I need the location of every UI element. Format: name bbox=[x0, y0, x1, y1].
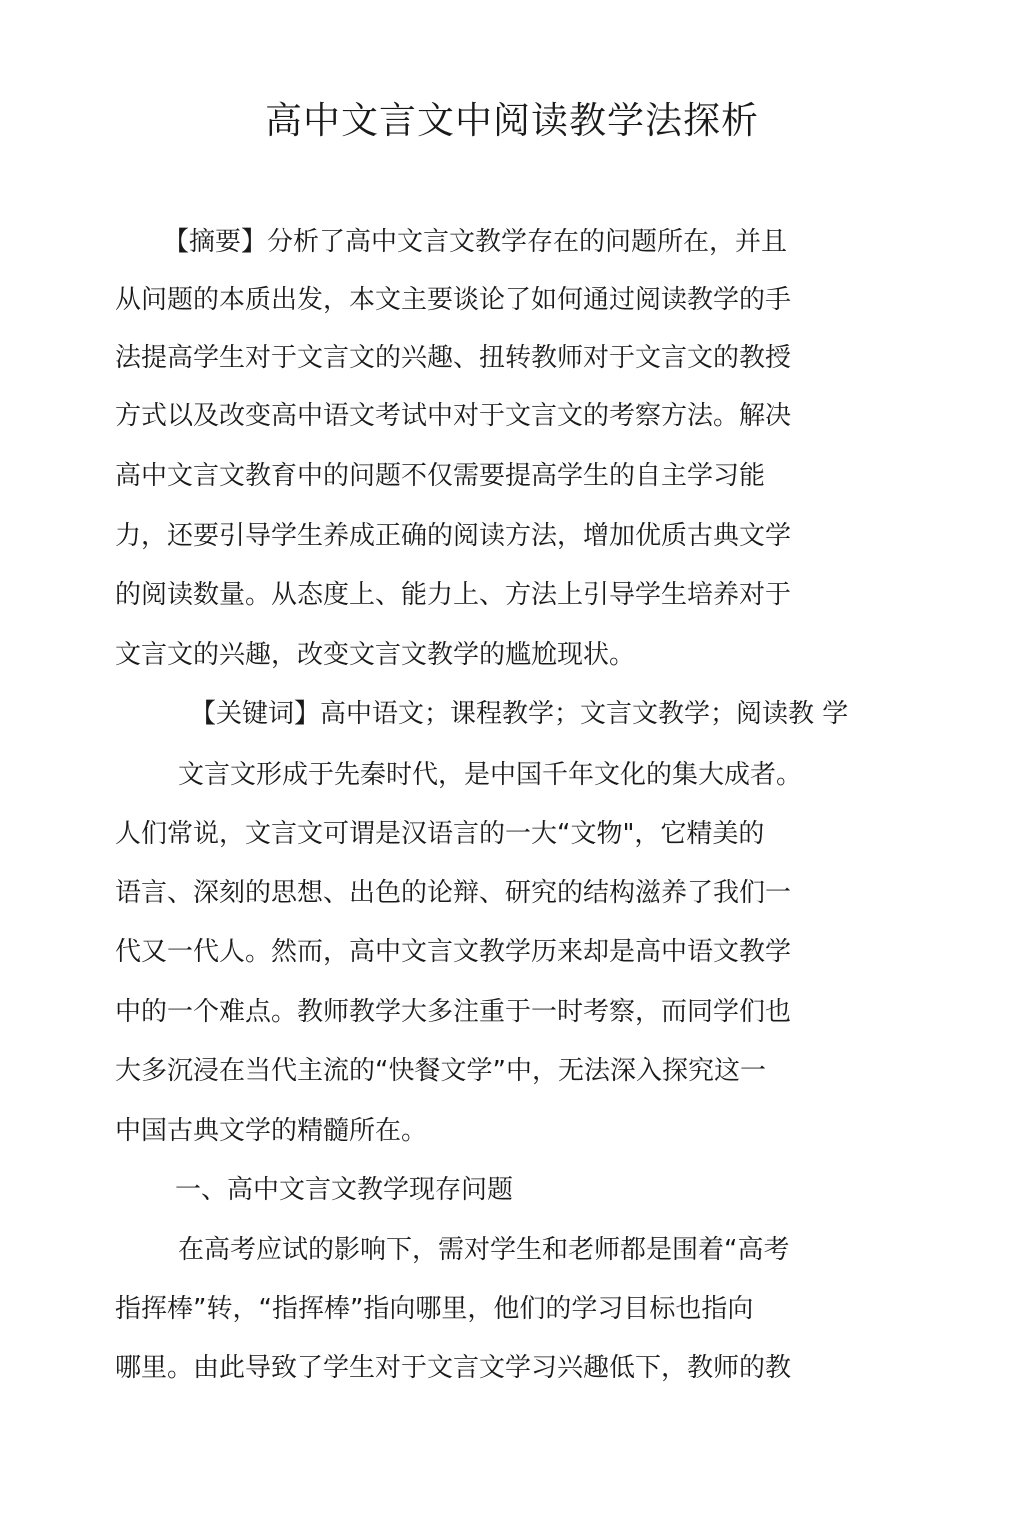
section-line: 指挥棒”转，“指挥棒”指向哪里，他们的学习目标也指向 bbox=[115, 1294, 754, 1324]
abstract-line: 法提高学生对于文言文的兴趣、扭转教师对于文言文的教授 bbox=[115, 343, 792, 373]
abstract-line: 的阅读数量。从态度上、能力上、方法上引导学生培养对于 bbox=[115, 580, 792, 610]
intro-line: 中国古典文学的精髓所在。 bbox=[115, 1116, 428, 1146]
intro-line: 中的一个难点。教师教学大多注重于一时考察，而同学们也 bbox=[115, 997, 792, 1027]
intro-line: 大多沉浸在当代主流的“快餐文学”中，无法深入探究这一 bbox=[115, 1056, 766, 1086]
section-heading: 一、高中文言文教学现存问题 bbox=[175, 1175, 514, 1205]
abstract-line: 从问题的本质出发，本文主要谈论了如何通过阅读教学的手 bbox=[115, 285, 792, 315]
intro-line: 人们常说，文言文可谓是汉语言的一大“文物"，它精美的 bbox=[115, 819, 765, 849]
abstract-line: 高中文言文教育中的问题不仅需要提高学生的自主学习能 bbox=[115, 461, 766, 491]
document-title: 高中文言文中阅读教学法探析 bbox=[265, 99, 759, 142]
section-line: 在高考应试的影响下，需对学生和老师都是围着“高考 bbox=[178, 1235, 790, 1265]
intro-line: 文言文形成于先秦时代，是中国千年文化的集大成者。 bbox=[178, 760, 803, 790]
intro-line: 语言、深刻的思想、出色的论辩、研究的结构滋养了我们一 bbox=[115, 878, 792, 908]
keywords-line: 【关键词】高中语文；课程教学；文言文教学；阅读教 学 bbox=[190, 699, 849, 729]
abstract-line: 【摘要】分析了高中文言文教学存在的问题所在，并且 bbox=[163, 227, 788, 257]
abstract-line: 文言文的兴趣，改变文言文教学的尴尬现状。 bbox=[115, 640, 636, 670]
abstract-line: 方式以及改变高中语文考试中对于文言文的考察方法。解决 bbox=[115, 401, 792, 431]
section-line: 哪里。由此导致了学生对于文言文学习兴趣低下，教师的教 bbox=[115, 1353, 792, 1383]
intro-line: 代又一代人。然而，高中文言文教学历来却是高中语文教学 bbox=[115, 937, 792, 967]
abstract-line: 力，还要引导学生养成正确的阅读方法，增加优质古典文学 bbox=[115, 521, 792, 551]
